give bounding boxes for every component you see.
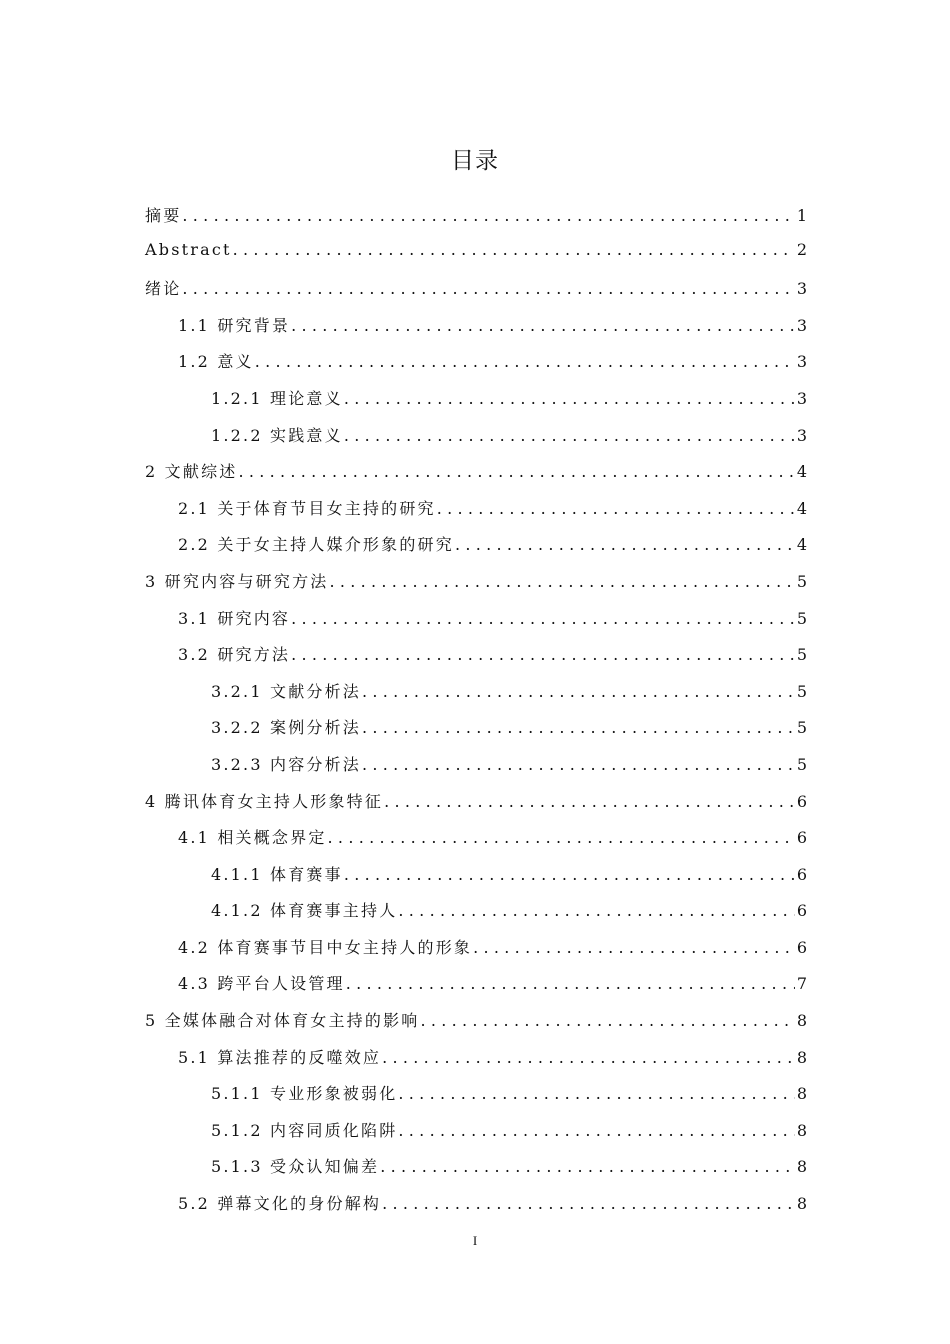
page-title: 目录 xyxy=(451,148,499,174)
toc-entry-label: 4.1.1 体育赛事 xyxy=(211,864,343,884)
toc-entry-label: 3.1 研究内容 xyxy=(178,608,291,628)
toc-dot-leader xyxy=(437,499,795,518)
toc-entry-page: 1 xyxy=(796,206,807,225)
toc-entry[interactable] xyxy=(145,569,807,606)
toc-entry-label: 3.2 研究方法 xyxy=(178,645,291,665)
toc-entry-label: 1.2.1 理论意义 xyxy=(211,388,343,408)
toc-entry-label: 2.2 关于女主持人媒介形象的研究 xyxy=(178,535,454,555)
toc-entry[interactable] xyxy=(145,679,807,716)
toc-entry-page: 5 xyxy=(796,645,807,665)
toc-entry[interactable] xyxy=(145,313,807,350)
toc-dot-leader xyxy=(362,755,795,774)
page-number-footer: I xyxy=(472,1233,478,1248)
toc-entry-page: 8 xyxy=(796,1120,807,1140)
toc-entry-label: 3 研究内容与研究方法 xyxy=(145,571,329,591)
toc-entry-page: 4 xyxy=(796,498,807,518)
toc-entry[interactable] xyxy=(145,496,807,533)
toc-entry-label: 绪论 xyxy=(145,279,182,299)
toc-entry-page: 6 xyxy=(796,828,807,848)
toc-entry-label: 5.2 弹幕文化的身份解构 xyxy=(178,1194,382,1214)
toc-entry-page: 4 xyxy=(796,535,807,555)
toc-entry-page: 6 xyxy=(796,901,807,921)
toc-entry-page: 5 xyxy=(796,718,807,738)
toc-entry-label: Abstract xyxy=(145,239,232,259)
toc-entry[interactable] xyxy=(145,1191,807,1228)
toc-entry[interactable] xyxy=(145,276,807,313)
toc-entry-page: 5 xyxy=(796,681,807,701)
toc-dot-leader xyxy=(291,645,795,664)
toc-entry-page: 7 xyxy=(796,974,807,994)
toc-dot-leader xyxy=(182,206,794,225)
toc-entry-label: 摘要 xyxy=(145,206,182,225)
toc-entry-label: 5 全媒体融合对体育女主持的影响 xyxy=(145,1011,420,1031)
toc-entry[interactable] xyxy=(145,606,807,643)
toc-entry-label: 5.1 算法推荐的反噬效应 xyxy=(178,1047,382,1067)
toc-dot-leader xyxy=(398,1121,794,1140)
toc-dot-leader xyxy=(329,572,794,591)
toc-entry[interactable] xyxy=(145,935,807,972)
table-of-contents xyxy=(145,203,807,1228)
toc-dot-leader xyxy=(420,1011,794,1030)
toc-entry[interactable] xyxy=(145,1008,807,1045)
toc-entry[interactable] xyxy=(145,203,807,240)
toc-entry[interactable] xyxy=(145,1045,807,1082)
toc-entry-page: 5 xyxy=(796,571,807,591)
toc-dot-leader xyxy=(362,718,795,737)
toc-entry-label: 3.2.1 文献分析法 xyxy=(211,681,361,701)
toc-entry[interactable] xyxy=(145,459,807,496)
toc-entry[interactable] xyxy=(145,971,807,1008)
toc-entry-label: 4.1.2 体育赛事主持人 xyxy=(211,901,398,921)
toc-dot-leader xyxy=(346,974,795,993)
toc-entry[interactable] xyxy=(145,532,807,569)
toc-entry-label: 2.1 关于体育节目女主持的研究 xyxy=(178,498,436,518)
toc-dot-leader xyxy=(473,938,795,957)
toc-dot-leader xyxy=(233,240,795,259)
toc-entry[interactable] xyxy=(145,386,807,423)
toc-entry[interactable] xyxy=(145,240,807,277)
toc-dot-leader xyxy=(398,1084,794,1103)
toc-entry-label: 3.2.3 内容分析法 xyxy=(211,754,361,774)
toc-entry-label: 3.2.2 案例分析法 xyxy=(211,718,361,738)
toc-entry[interactable] xyxy=(145,1081,807,1118)
toc-entry[interactable] xyxy=(145,898,807,935)
toc-entry-page: 2 xyxy=(796,239,807,259)
toc-dot-leader xyxy=(398,901,794,920)
toc-dot-leader xyxy=(238,462,794,481)
toc-entry[interactable] xyxy=(145,349,807,386)
toc-entry-label: 1.2 意义 xyxy=(178,352,254,372)
toc-dot-leader xyxy=(291,316,795,335)
toc-entry[interactable] xyxy=(145,752,807,789)
toc-entry-label: 1.1 研究背景 xyxy=(178,315,291,335)
toc-entry[interactable] xyxy=(145,715,807,752)
toc-entry-label: 4 腾讯体育女主持人形象特征 xyxy=(145,791,384,811)
toc-entry-page: 3 xyxy=(796,279,807,299)
toc-entry-page: 8 xyxy=(796,1047,807,1067)
toc-entry-page: 8 xyxy=(796,1194,807,1214)
toc-entry-label: 4.1 相关概念界定 xyxy=(178,828,327,848)
toc-dot-leader xyxy=(344,865,795,884)
toc-entry-page: 5 xyxy=(796,754,807,774)
toc-dot-leader xyxy=(255,352,795,371)
toc-entry-page: 6 xyxy=(796,864,807,884)
toc-entry-page: 8 xyxy=(796,1011,807,1031)
toc-dot-leader xyxy=(455,535,795,554)
toc-entry-label: 4.3 跨平台人设管理 xyxy=(178,974,345,994)
toc-dot-leader xyxy=(382,1194,795,1213)
toc-entry-label: 5.1.3 受众认知偏差 xyxy=(211,1157,380,1177)
toc-entry[interactable] xyxy=(145,1154,807,1191)
toc-dot-leader xyxy=(328,828,795,847)
toc-entry-page: 3 xyxy=(796,315,807,335)
toc-entry-label: 5.1.2 内容同质化陷阱 xyxy=(211,1120,398,1140)
toc-dot-leader xyxy=(362,682,795,701)
toc-dot-leader xyxy=(182,279,794,298)
toc-dot-leader xyxy=(291,609,795,628)
toc-entry-page: 8 xyxy=(796,1084,807,1104)
toc-entry-page: 3 xyxy=(796,425,807,445)
toc-dot-leader xyxy=(380,1157,795,1176)
toc-entry-page: 8 xyxy=(796,1157,807,1177)
toc-entry[interactable] xyxy=(145,423,807,460)
toc-entry-label: 1.2.2 实践意义 xyxy=(211,425,343,445)
toc-entry-label: 2 文献综述 xyxy=(145,462,238,482)
toc-dot-leader xyxy=(344,389,795,408)
toc-entry-label: 4.2 体育赛事节目中女主持人的形象 xyxy=(178,937,473,957)
toc-dot-leader xyxy=(382,1048,795,1067)
toc-entry-page: 6 xyxy=(796,791,807,811)
toc-entry-page: 6 xyxy=(796,937,807,957)
toc-entry-page: 5 xyxy=(796,608,807,628)
toc-entry-page: 3 xyxy=(796,352,807,372)
toc-entry[interactable] xyxy=(145,642,807,679)
toc-entry[interactable] xyxy=(145,1118,807,1155)
toc-entry[interactable] xyxy=(145,789,807,826)
toc-entry[interactable] xyxy=(145,825,807,862)
toc-entry[interactable] xyxy=(145,862,807,899)
toc-entry-page: 3 xyxy=(796,388,807,408)
toc-entry-page: 4 xyxy=(796,462,807,482)
toc-dot-leader xyxy=(384,792,795,811)
toc-entry-label: 5.1.1 专业形象被弱化 xyxy=(211,1084,398,1104)
toc-dot-leader xyxy=(344,426,795,445)
